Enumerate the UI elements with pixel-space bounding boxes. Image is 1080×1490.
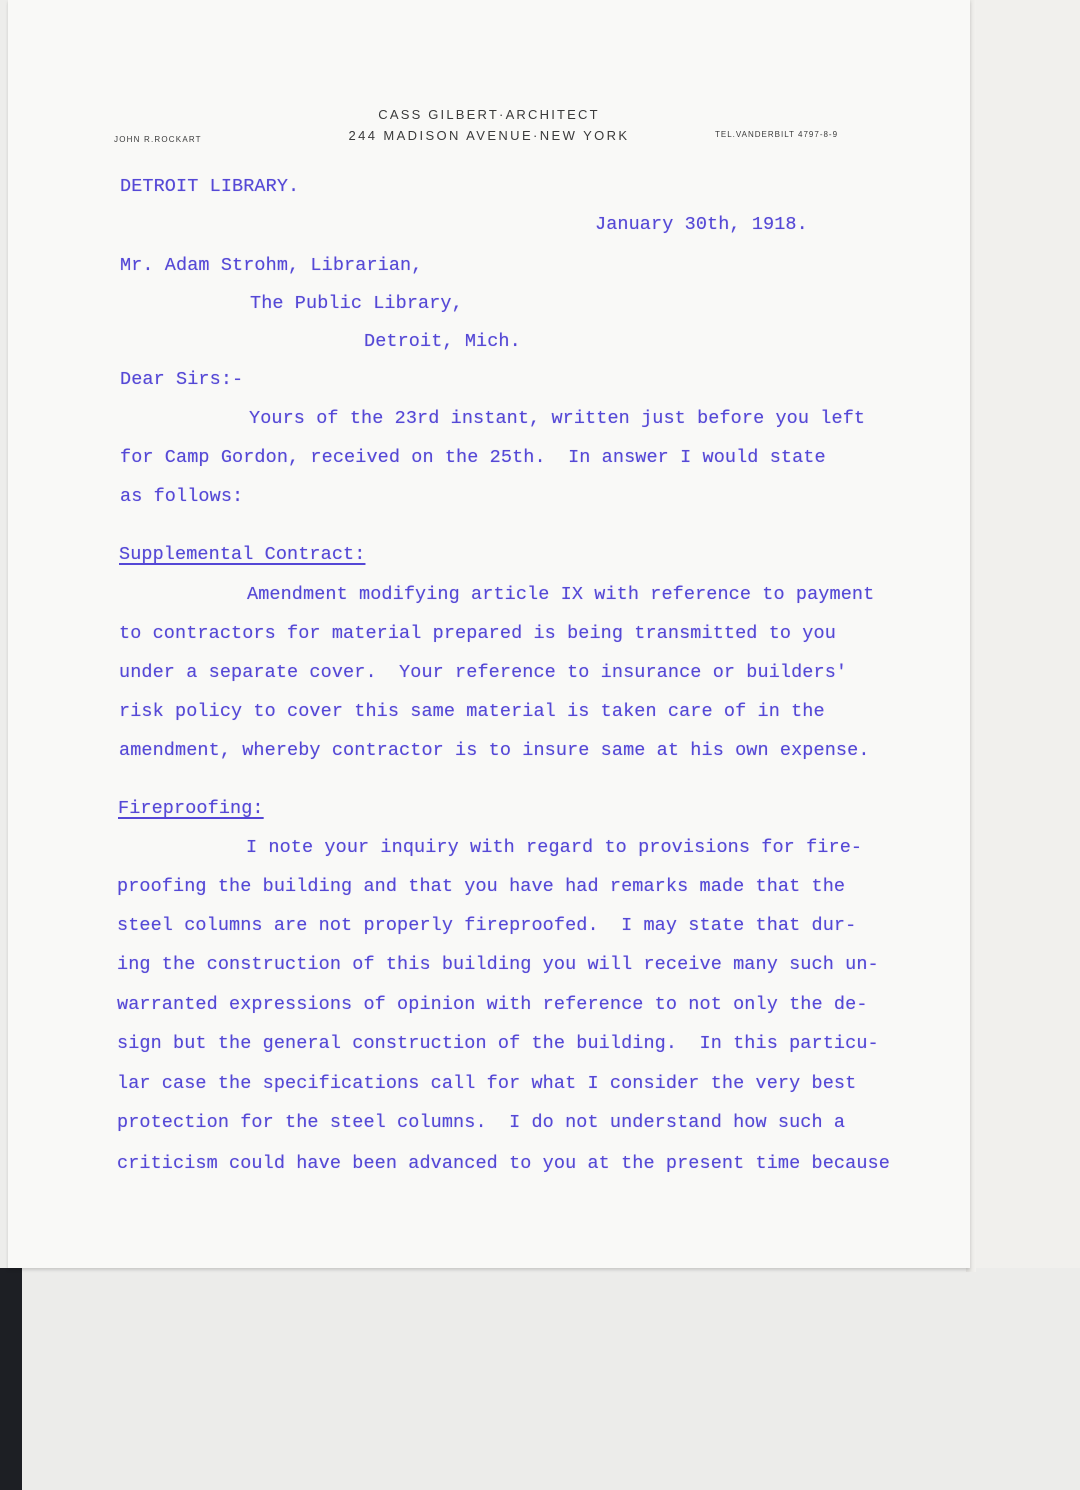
recipient-city: Detroit, Mich. (364, 331, 521, 352)
letterhead-phone: TEL.VANDERBILT 4797-8-9 (715, 130, 839, 139)
letter-date: January 30th, 1918. (595, 214, 808, 235)
body-line: sign but the general construction of the building. In this particu- (117, 1033, 879, 1054)
backing-board (0, 1268, 1080, 1490)
background-margin (970, 0, 1080, 1268)
salutation: Dear Sirs:- (120, 369, 244, 390)
body-line: amendment, whereby contractor is to insure same at his own expense. (119, 740, 870, 761)
body-line: to contractors for material prepared is being transmitted to you (119, 623, 836, 644)
letterhead-address: 244 MADISON AVENUE·NEW YORK (348, 128, 630, 143)
body-line: Amendment modifying article IX with reference to payment (247, 584, 875, 605)
body-line: criticism could have been advanced to you at the present time because (117, 1153, 890, 1174)
letterhead-name: JOHN R.ROCKART (114, 135, 202, 144)
body-line: steel columns are not properly fireproofed. I may state that dur- (117, 915, 857, 936)
body-line: proofing the building and that you have had remarks made that the (117, 876, 846, 897)
body-line: lar case the specifications call for what I consider the very best (117, 1073, 857, 1094)
intro-line: Yours of the 23rd instant, written just before you left (249, 408, 866, 429)
recipient-name: Mr. Adam Strohm, Librarian, (120, 255, 423, 276)
letterhead-title: CASS GILBERT·ARCHITECT (378, 107, 600, 122)
body-line: warranted expressions of opinion with reference to not only the de- (117, 994, 868, 1015)
body-line: under a separate cover. Your reference to insurance or builders' (119, 662, 848, 683)
section-heading-supplemental-contract: Supplemental Contract: (119, 544, 366, 565)
dark-edge-strip (0, 1268, 22, 1490)
body-line: risk policy to cover this same material is taken care of in the (119, 701, 825, 722)
body-line: I note your inquiry with regard to provisions for fire- (246, 837, 863, 858)
letter-sheet (8, 0, 970, 1268)
intro-line: as follows: (120, 486, 244, 507)
body-line: ing the construction of this building you will receive many such un- (117, 954, 879, 975)
section-heading-fireproofing: Fireproofing: (118, 798, 264, 819)
recipient-institution: The Public Library, (250, 293, 463, 314)
body-line: protection for the steel columns. I do not understand how such a (117, 1112, 846, 1133)
intro-line: for Camp Gordon, received on the 25th. In answer I would state (120, 447, 826, 468)
reference-line: DETROIT LIBRARY. (120, 176, 300, 197)
